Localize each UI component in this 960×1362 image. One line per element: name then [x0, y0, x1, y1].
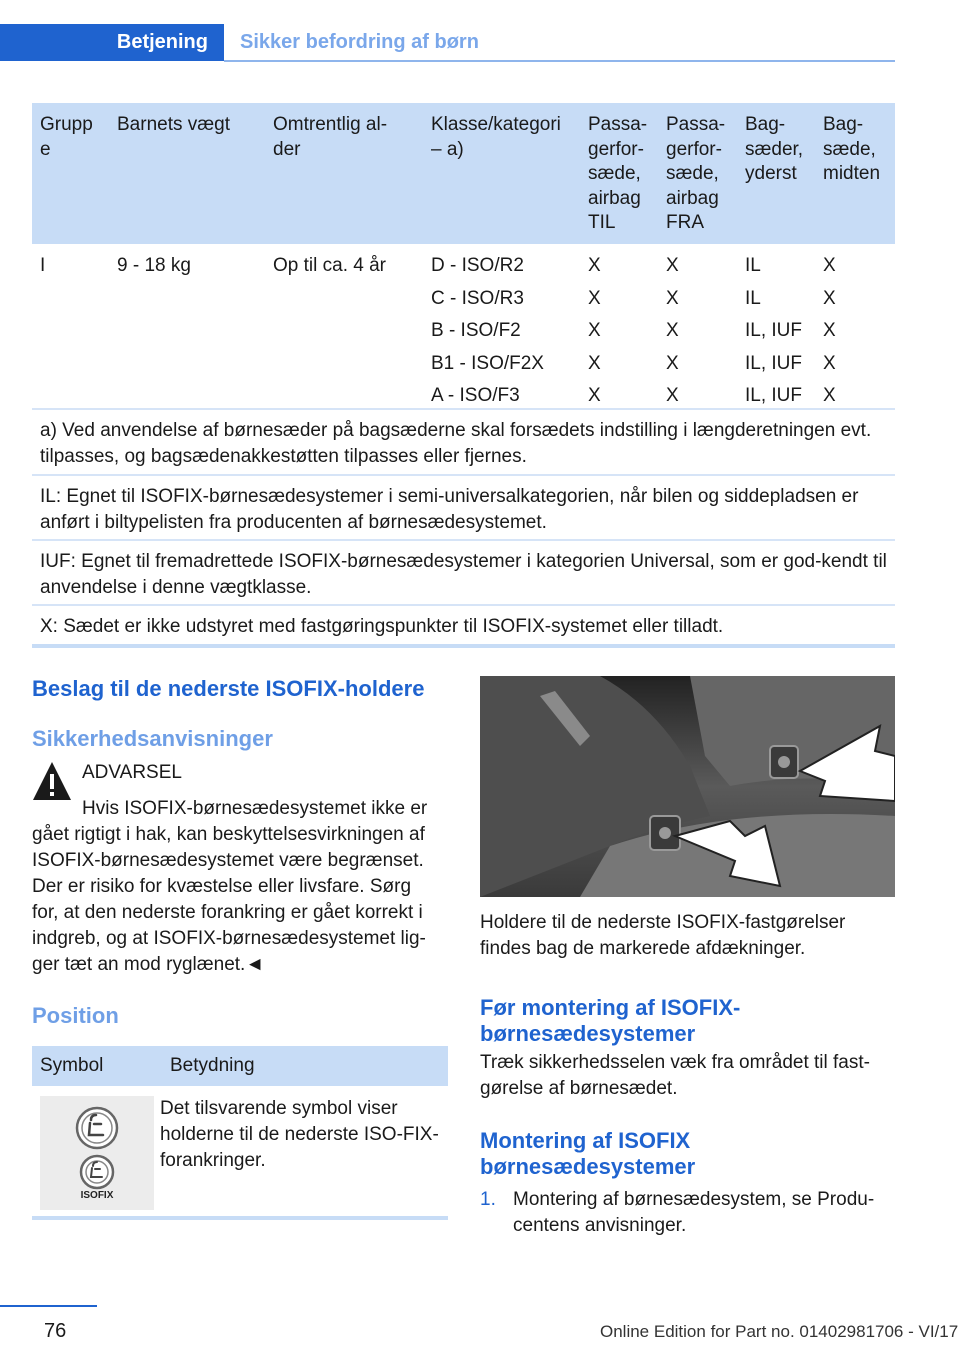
cell-airbag-on: X	[588, 287, 601, 309]
table-header	[32, 103, 895, 244]
cell-class: B - ISO/F2	[431, 320, 521, 341]
warning-triangle-icon	[32, 760, 72, 804]
install-heading: Montering af ISOFIX børnesædesystemer	[480, 1128, 696, 1179]
col-airbag-off	[666, 254, 679, 417]
cell-airbag-off: X	[666, 385, 679, 406]
cell-rear-middle: X	[823, 255, 836, 276]
cell-airbag-on: X	[588, 385, 601, 406]
isofix-symbol-box	[40, 1096, 154, 1210]
col-header-group: Grupp e	[40, 114, 93, 160]
col-rear-middle	[823, 254, 836, 417]
isofix-table	[32, 103, 895, 648]
safety-subheading: Sikkerhedsanvisninger	[32, 726, 273, 751]
col-header-rear-middle: Bag- sæde, midten	[823, 114, 881, 184]
table-note-a: a) Ved anvendelse af børnesæder på bagsæderne skal forsædets indstilling i længderetningen evt. tilpasses, og bagsædenakkestøtten tilpasses eller fjernes.	[32, 410, 895, 476]
table-note-iuf: IUF: Egnet til fremadrettede ISOFIX-børnesædesystemer i kategorien Universal, som er god-kendt til anvendelse i denne vægtklasse.	[32, 541, 895, 606]
cell-rear-outer: IL	[745, 287, 761, 309]
table-note-x: X: Sædet er ikke udstyret med fastgøringspunkter til ISOFIX-systemet eller tilladt.	[32, 606, 895, 648]
before-install-text: Træk sikkerhedsselen væk fra området til fast-gørelse af børnesædet.	[480, 1052, 870, 1099]
col-header-front-airbag-off: Passa- gerfor- sæde, airbag FRA	[666, 114, 726, 233]
cell-rear-outer: IL	[745, 255, 761, 276]
before-install-heading: Før montering af ISOFIX-børnesædesystemer	[480, 995, 741, 1046]
rear-seat-photo	[480, 676, 895, 897]
isofix-icon-label: ISOFIX	[80, 1190, 114, 1201]
section-heading: Beslag til de nederste ISOFIX-holdere	[32, 676, 425, 701]
cell-age: Op til ca. 4 år	[273, 255, 386, 276]
warning-first-line: Hvis ISOFIX-børnesædesystemet ikke er	[82, 798, 428, 819]
cell-weight: 9 - 18 kg	[117, 255, 191, 276]
cell-airbag-on: X	[588, 352, 601, 374]
cell-airbag-off: X	[666, 255, 679, 276]
cell-class: B1 - ISO/F2X	[431, 352, 544, 374]
footer-rule	[0, 1305, 97, 1307]
col-header-class: Klasse/kategori – a)	[431, 114, 561, 160]
cell-rear-outer: IL, IUF	[745, 352, 803, 374]
col-header-age: Omtrentlig al- der	[273, 114, 388, 160]
page-header	[0, 0, 960, 64]
cell-airbag-off: X	[666, 352, 679, 374]
col-header-weight: Barnets vægt	[117, 114, 230, 135]
col-header-front-airbag-on: Passa- gerfor- sæde, airbag TIL	[588, 114, 648, 233]
table-body	[32, 244, 895, 410]
cell-rear-middle: X	[823, 287, 836, 309]
step-number: 1.	[480, 1189, 496, 1210]
warning-title: ADVARSEL	[82, 762, 182, 783]
cell-class: C - ISO/R3	[431, 287, 524, 309]
edition-text: Online Edition for Part no. 01402981706 - VI/17	[600, 1322, 959, 1341]
cell-airbag-on: X	[588, 320, 601, 341]
symbol-table	[32, 1046, 448, 1220]
meaning-col-header: Betydning	[170, 1055, 255, 1076]
cell-rear-outer: IL, IUF	[745, 320, 803, 341]
page-number: 76	[44, 1320, 67, 1342]
cell-group: I	[40, 255, 46, 276]
subsection-title: Sikker befordring af børn	[240, 31, 479, 53]
cell-rear-middle: X	[823, 352, 836, 374]
symbol-row	[32, 1086, 448, 1220]
cell-airbag-off: X	[666, 287, 679, 309]
cell-airbag-off: X	[666, 320, 679, 341]
cell-rear-outer: IL, IUF	[745, 385, 803, 406]
cell-rear-middle: X	[823, 385, 836, 406]
symbol-description: Det tilsvarende symbol viser holderne til de nederste ISO-FIX-forankringer.	[160, 1098, 439, 1171]
col-class	[431, 254, 544, 417]
symbol-col-header: Symbol	[40, 1055, 104, 1076]
table-note-il: IL: Egnet til ISOFIX-børnesædesystemer i semi-universalkategorien, når bilen og siddepladsen er anført i biltypelisten fra producenten af børnesædesystemet.	[32, 476, 895, 541]
cell-class: A - ISO/F3	[431, 385, 520, 406]
col-header-rear-outer: Bag- sæder, yderst	[745, 114, 804, 184]
position-heading: Position	[32, 1003, 119, 1028]
cell-airbag-on: X	[588, 255, 601, 276]
warning-text: gået rigtigt i hak, kan beskyttelsesvirkningen af ISOFIX-børnesædesystemet være begrænset. Der er risiko for kvæstelse eller livsfare. Sørg for, at den nederste forankring er gået korrekt i indgreb, og at ISOFIX-børnesædesystemet lig- ger tæt an mod ryglænet.◄	[32, 824, 426, 975]
step-text: Montering af børnesædesystem, se Produ-centens anvisninger.	[513, 1189, 875, 1236]
photo-caption: Holdere til de nederste ISOFIX-fastgørelser findes bag de markerede afdækninger.	[480, 912, 846, 959]
col-rear-outer	[745, 254, 802, 417]
cell-rear-middle: X	[823, 320, 836, 341]
col-airbag-on	[588, 254, 601, 417]
header-rule	[224, 60, 895, 62]
section-tab: Betjening	[0, 24, 224, 61]
cell-class: D - ISO/R2	[431, 255, 524, 276]
symbol-table-header	[32, 1046, 448, 1086]
